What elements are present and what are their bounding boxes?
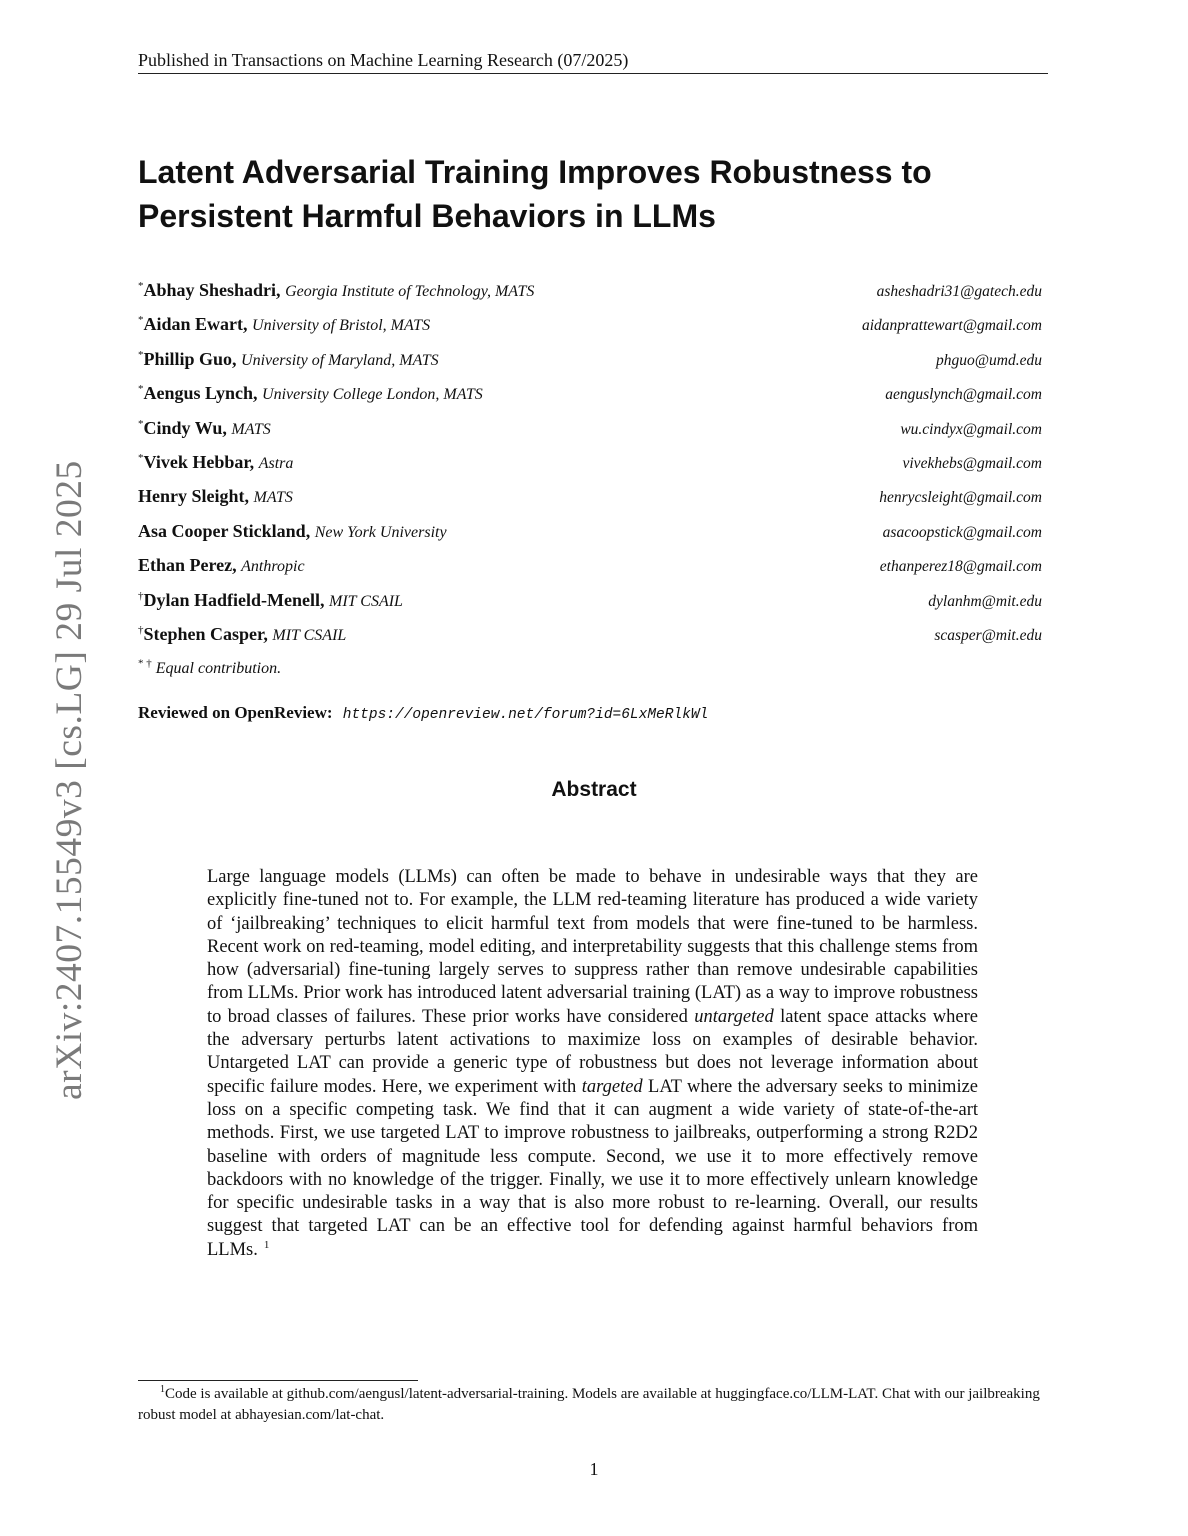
author-affiliation: MATS (231, 420, 271, 438)
author-affiliation: MIT CSAIL (329, 592, 403, 610)
footnote-divider (138, 1380, 418, 1381)
author-name: Abhay Sheshadri, (143, 280, 281, 300)
author-info (138, 452, 293, 473)
author-name: Aidan Ewart, (143, 314, 248, 335)
author-info (138, 349, 439, 370)
author-info (138, 521, 447, 542)
author-email[interactable]: scasper@mit.edu (934, 626, 1042, 644)
footnote (138, 1384, 1048, 1425)
author-name: Phillip Guo, (143, 348, 237, 369)
page-number: 1 (589, 1459, 599, 1479)
author-mark: † (138, 623, 144, 636)
author-info (138, 314, 430, 335)
author-mark: * (138, 451, 144, 464)
reviewed-label: Reviewed on OpenReview: (138, 703, 333, 722)
author-mark: * (138, 383, 144, 396)
author-row (138, 383, 1042, 417)
author-email[interactable]: henrycsleight@gmail.com (879, 489, 1042, 507)
author-email[interactable]: wu.cindyx@gmail.com (900, 420, 1042, 438)
abstract-emphasis: untargeted (694, 1006, 774, 1027)
author-name: Stephen Casper, (143, 623, 268, 644)
author-info (138, 486, 293, 507)
openreview-link[interactable]: https://openreview.net/forum?id=6LxMeRlkWl (342, 707, 709, 723)
author-affiliation: MIT CSAIL (272, 626, 347, 644)
author-email[interactable]: dylanhm@mit.edu (928, 592, 1042, 610)
footnote-mark: 1 (160, 1384, 165, 1395)
author-mark: * (138, 280, 144, 292)
author-affiliation: University of Maryland, MATS (241, 351, 439, 369)
author-info (138, 624, 346, 645)
author-email[interactable]: asheshadri31@gatech.edu (876, 283, 1042, 300)
author-info (138, 280, 534, 301)
author-affiliation: University of Bristol, MATS (252, 317, 431, 335)
contribution-marks: * † (138, 657, 152, 670)
author-row (138, 418, 1042, 452)
author-name: Asa Cooper Stickland, (138, 520, 311, 541)
paper-title (138, 150, 1038, 238)
author-name: Henry Sleight, (138, 486, 249, 507)
equal-contribution-note (138, 657, 282, 678)
author-row (138, 349, 1042, 383)
abstract-text: latent space attacks where the adversary perturbs latent activations to maximize loss on examples of desirable behavior. Untargeted LAT can provide a generic type of robustness but does not leverage information about specific failure modes. Here, we experiment with (207, 1006, 979, 1097)
author-name: Vivek Hebbar, (143, 451, 255, 472)
author-row (138, 590, 1042, 624)
author-mark: * (138, 314, 144, 327)
author-email[interactable]: aenguslynch@gmail.com (885, 386, 1042, 404)
author-list (138, 280, 1042, 658)
author-row (138, 314, 1042, 348)
author-info (138, 555, 305, 576)
author-affiliation: New York University (314, 523, 447, 541)
abstract-body (207, 866, 978, 1262)
author-affiliation: Anthropic (241, 558, 305, 576)
abstract-emphasis: targeted (581, 1076, 643, 1097)
arxiv-sidebar-stamp: arXiv:2407.15549v3 [cs.LG] 29 Jul 2025 (49, 460, 90, 1100)
author-row (138, 555, 1042, 589)
author-info (138, 383, 483, 404)
author-info (138, 418, 271, 439)
abstract-heading: Abstract (551, 778, 637, 801)
footnote-reference[interactable]: 1 (263, 1238, 270, 1251)
author-mark: * (138, 417, 144, 430)
footnote-text: Code is available at github.com/aengusl/latent-adversarial-training. Models are available at huggingface.co/LLM-LAT. Chat with our jailbreaking robust model at abhayesian.com/lat-chat. (138, 1386, 1040, 1423)
contribution-text: Equal contribution. (155, 660, 282, 677)
title-line: Persistent Harmful Behaviors in LLMs (138, 198, 716, 234)
author-email[interactable]: aidanprattewart@gmail.com (861, 317, 1042, 335)
author-info (138, 590, 403, 611)
author-name: Aengus Lynch, (143, 383, 258, 404)
author-mark: * (138, 348, 144, 361)
author-affiliation: Georgia Institute of Technology, MATS (285, 283, 535, 300)
abstract-text: Large language models (LLMs) can often be made to behave in undesirable ways that they are explicitly fine-tuned not to. For example, the LLM red-teaming literature has produced a wide variety of ‘jailbreaking’ techniques to elicit harmful text from models that were fine-tuned to be harmless. Recent work on red-teaming, model editing, and interpretability suggests that this challenge stems from how (adversarial) fine-tuning largely serves to suppress rather than remove undesirable capabilities from LLMs. Prior work has introduced latent adversarial training (LAT) as a way to improve robustness to broad classes of failures. These prior works have considered (207, 867, 978, 1027)
journal-header: Published in Transactions on Machine Learning Research (07/2025) (138, 50, 1048, 74)
openreview-line (138, 703, 708, 723)
author-name: Dylan Hadfield-Menell, (143, 589, 325, 610)
author-email[interactable]: vivekhebs@gmail.com (902, 454, 1042, 472)
author-email[interactable]: asacoopstick@gmail.com (882, 523, 1042, 541)
author-row (138, 521, 1042, 555)
abstract-text: LAT where the adversary seeks to minimize loss on a specific competing task. We find that it can augment a wide variety of state-of-the-art methods. First, we use targeted LAT to improve robustness to jailbreaks, outperforming a strong R2D2 baseline with orders of magnitude less compute. Second, we use it to more effectively remove backdoors with no knowledge of the trigger. Finally, we use it to more effectively unlearn knowledge for specific undesirable tasks in a way that is also more robust to re-learning. Overall, our results suggest that targeted LAT can be an effective tool for defending against harmful behaviors from LLMs. (207, 1076, 979, 1260)
author-row (138, 280, 1042, 314)
author-affiliation: University College London, MATS (262, 386, 483, 404)
author-row (138, 452, 1042, 486)
author-mark: † (138, 589, 144, 602)
author-email[interactable]: phguo@umd.edu (936, 351, 1042, 369)
author-name: Cindy Wu, (143, 417, 227, 438)
author-affiliation: MATS (253, 489, 293, 507)
author-name: Ethan Perez, (138, 555, 237, 576)
author-affiliation: Astra (258, 454, 294, 472)
author-email[interactable]: ethanperez18@gmail.com (879, 558, 1042, 576)
author-row (138, 486, 1042, 520)
title-line: Latent Adversarial Training Improves Robustness to (138, 154, 932, 190)
author-row (138, 624, 1042, 658)
